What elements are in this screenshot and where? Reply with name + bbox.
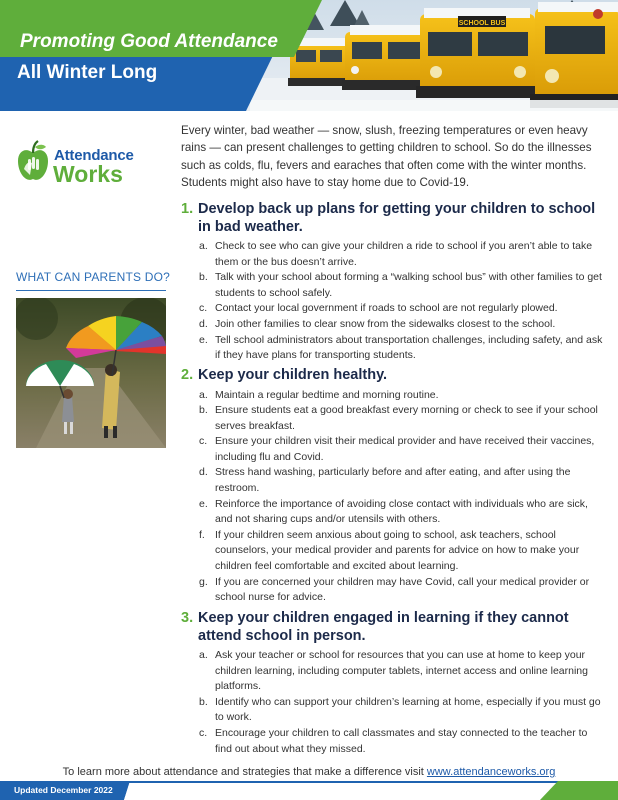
list-item: a. Check to see who can give your children a ride to school if you aren’t able to take them or the bus doesn’t arrive. bbox=[199, 240, 593, 268]
section-3-number: 3. bbox=[181, 610, 194, 626]
list-item: f. If your children seem anxious about going to school, ask teachers, school counselors, your medical provider and parents for advice on how to make your children feel comfortable and excited about learning. bbox=[199, 528, 580, 573]
intro-paragraph: Every winter, bad weather — snow, slush, freezing temperatures or even heavy rains — can present challenges to getting children to school. So do the illnesses such as colds, flu, fevers and earaches that often come with the winter months. Students might also have to stay home due to Covid-19. bbox=[181, 124, 592, 189]
section-1-heading bbox=[181, 201, 606, 236]
sidebar-question: WHAT CAN PARENTS DO? bbox=[16, 270, 171, 284]
sidebar-divider bbox=[16, 290, 166, 291]
apple-hand-icon bbox=[16, 139, 50, 185]
list-item: b. Talk with your school about forming a “walking school bus” with other families to get students to school safely. bbox=[199, 271, 602, 299]
section-3-heading bbox=[181, 610, 606, 645]
list-item: g. If you are concerned your children may have Covid, call your medical provider or school nurse for advice. bbox=[199, 575, 590, 604]
section-1-number: 1. bbox=[181, 201, 194, 217]
footer-text: To learn more about attendance and strategies that make a difference visit bbox=[62, 766, 424, 778]
attendance-works-logo bbox=[16, 137, 146, 189]
section-2-heading bbox=[181, 367, 606, 385]
page-title: Promoting Good Attendance bbox=[20, 31, 278, 52]
section-3-list bbox=[181, 648, 606, 757]
section-1-title: Develop back up plans for getting your children to school in bad weather. bbox=[198, 201, 596, 235]
list-item: c. Ensure your children visit their medical provider and have received their vaccines, including flu and Covid. bbox=[199, 435, 595, 463]
section-3 bbox=[181, 610, 606, 757]
list-item: e. Reinforce the importance of avoiding close contact with individuals who are sick, and not sharing cups and/or utensils with others. bbox=[199, 497, 588, 526]
list-item: e. Tell school administrators about transportation challenges, including safety, and ask if they have plans for transporting students. bbox=[199, 333, 603, 362]
logo-text-works: Works bbox=[53, 161, 123, 187]
list-item: b. Ensure students eat a good breakfast every morning or check to see if your school serves breakfast. bbox=[199, 404, 598, 432]
umbrella-photo bbox=[16, 298, 166, 448]
header-banner bbox=[0, 0, 618, 111]
list-item: c. Encourage your children to call classmates and stay connected to the teacher to find out about what they missed. bbox=[199, 726, 588, 755]
logo-text-attendance: Attendance bbox=[54, 147, 134, 164]
footer-note bbox=[0, 766, 618, 778]
list-item: c. Contact your local government if roads to school are not regularly plowed. bbox=[199, 302, 558, 315]
list-item: b. Identify who can support your children’s learning at home, especially if you must go to work. bbox=[199, 695, 601, 724]
list-item: d. Join other families to clear snow from the sidewalks closest to the school. bbox=[199, 317, 556, 330]
section-2 bbox=[181, 367, 606, 606]
updated-date: Updated December 2022 bbox=[14, 785, 113, 795]
section-1-list bbox=[181, 239, 606, 364]
list-item: a. Ask your teacher or school for resources that you can use at home to keep your children learning, including computer tablets, internet access and online learning platforms. bbox=[199, 649, 588, 693]
bus-sign-text: SCHOOL BUS bbox=[458, 20, 506, 27]
section-2-list bbox=[181, 388, 606, 606]
list-item: d. Stress hand washing, particularly before and after eating, and after using the restroom. bbox=[199, 466, 571, 495]
section-3-title: Keep your children engaged in learning if they cannot attend school in person. bbox=[198, 610, 569, 644]
section-2-title: Keep your children healthy. bbox=[198, 367, 388, 383]
website-link[interactable]: www.attendanceworks.org bbox=[426, 766, 556, 778]
list-item: a. Maintain a regular bedtime and morning routine. bbox=[199, 388, 439, 401]
page-subtitle: All Winter Long bbox=[17, 62, 158, 83]
section-1 bbox=[181, 201, 606, 364]
section-2-number: 2. bbox=[181, 367, 194, 383]
